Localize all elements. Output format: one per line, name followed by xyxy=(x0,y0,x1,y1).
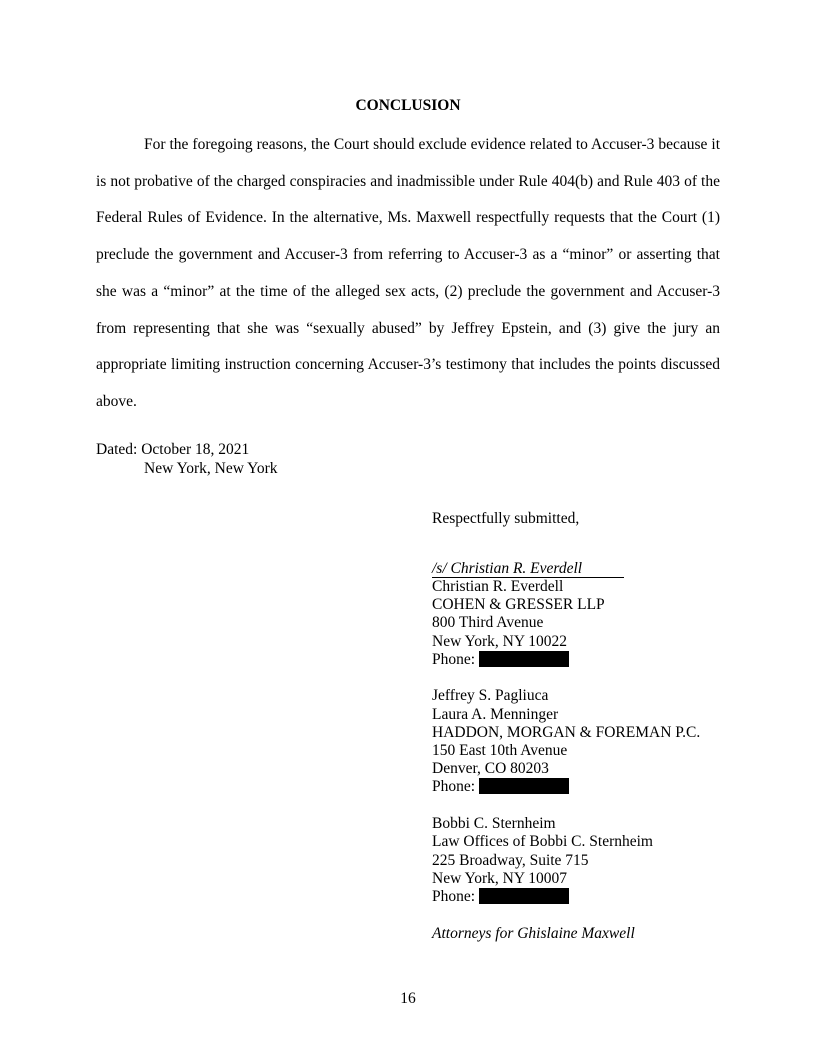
attorney3-phone xyxy=(432,888,762,906)
dated-label: Dated: xyxy=(96,441,138,458)
attorney3-name: Bobbi C. Sternheim xyxy=(432,815,556,833)
spacer xyxy=(432,547,762,560)
redaction-box xyxy=(479,778,569,794)
attorney2-name2: Laura A. Menninger xyxy=(432,705,559,723)
attorney1-firm: COHEN & GRESSER LLP xyxy=(432,596,605,614)
conclusion-paragraph: For the foregoing reasons, the Court should exclude evidence related to Accuser-3 because it is not probative of the charged conspiracies and inadmissible under Rule 404(b) and Rule 403 of the Federal Rules of Evidence. In the alternative, Ms. Maxwell respectfully requests that the Court (1) preclude the government and Accuser-3 from referring to Accuser-3 as a “minor” or asserting that she was a “minor” at the time of the alleged sex acts, (2) preclude the government and Accuser-3 from representing that she was “sexually abused” by Jeffrey Epstein, and (3) give the jury an appropriate limiting instruction concerning Accuser-3’s testimony that includes the points discussed above. xyxy=(96,136,720,410)
dated-place: New York, New York xyxy=(144,459,278,477)
attorney2-firm: HADDON, MORGAN & FOREMAN P.C. xyxy=(432,723,701,741)
dated-block xyxy=(96,441,278,478)
redaction-box xyxy=(479,888,569,904)
signature-line-row xyxy=(432,560,762,578)
signature-block xyxy=(432,510,762,943)
attorney1-phone xyxy=(432,651,762,669)
spacer xyxy=(432,906,762,925)
attorney2-address2: Denver, CO 80203 xyxy=(432,760,549,778)
redaction-box xyxy=(479,651,569,667)
attorney3-address1: 225 Broadway, Suite 715 xyxy=(432,851,589,869)
page-number: 16 xyxy=(400,990,416,1007)
dated-date: October 18, 2021 xyxy=(141,441,250,458)
attorney1-address1: 800 Third Avenue xyxy=(432,614,544,632)
attorney2-phone xyxy=(432,778,762,796)
attorney1-name: Christian R. Everdell xyxy=(432,577,564,595)
attorney3-address2: New York, NY 10007 xyxy=(432,869,568,887)
attorney2-name1: Jeffrey S. Pagliuca xyxy=(432,687,549,705)
dated-row xyxy=(96,441,278,460)
phone-label: Phone: xyxy=(432,778,476,796)
phone-label: Phone: xyxy=(432,887,476,905)
attorney1-address2: New York, NY 10022 xyxy=(432,632,568,650)
spacer xyxy=(432,669,762,688)
phone-label: Phone: xyxy=(432,650,476,668)
attorney-role: Attorneys for Ghislaine Maxwell xyxy=(432,924,635,942)
spacer xyxy=(432,797,762,816)
closing-text: Respectfully submitted, xyxy=(432,510,580,527)
attorney3-firm: Law Offices of Bobbi C. Sternheim xyxy=(432,833,653,851)
section-heading: CONCLUSION xyxy=(355,97,461,114)
spacer xyxy=(432,528,762,547)
electronic-signature: /s/ Christian R. Everdell xyxy=(432,561,624,578)
attorney2-address1: 150 East 10th Avenue xyxy=(432,742,568,760)
